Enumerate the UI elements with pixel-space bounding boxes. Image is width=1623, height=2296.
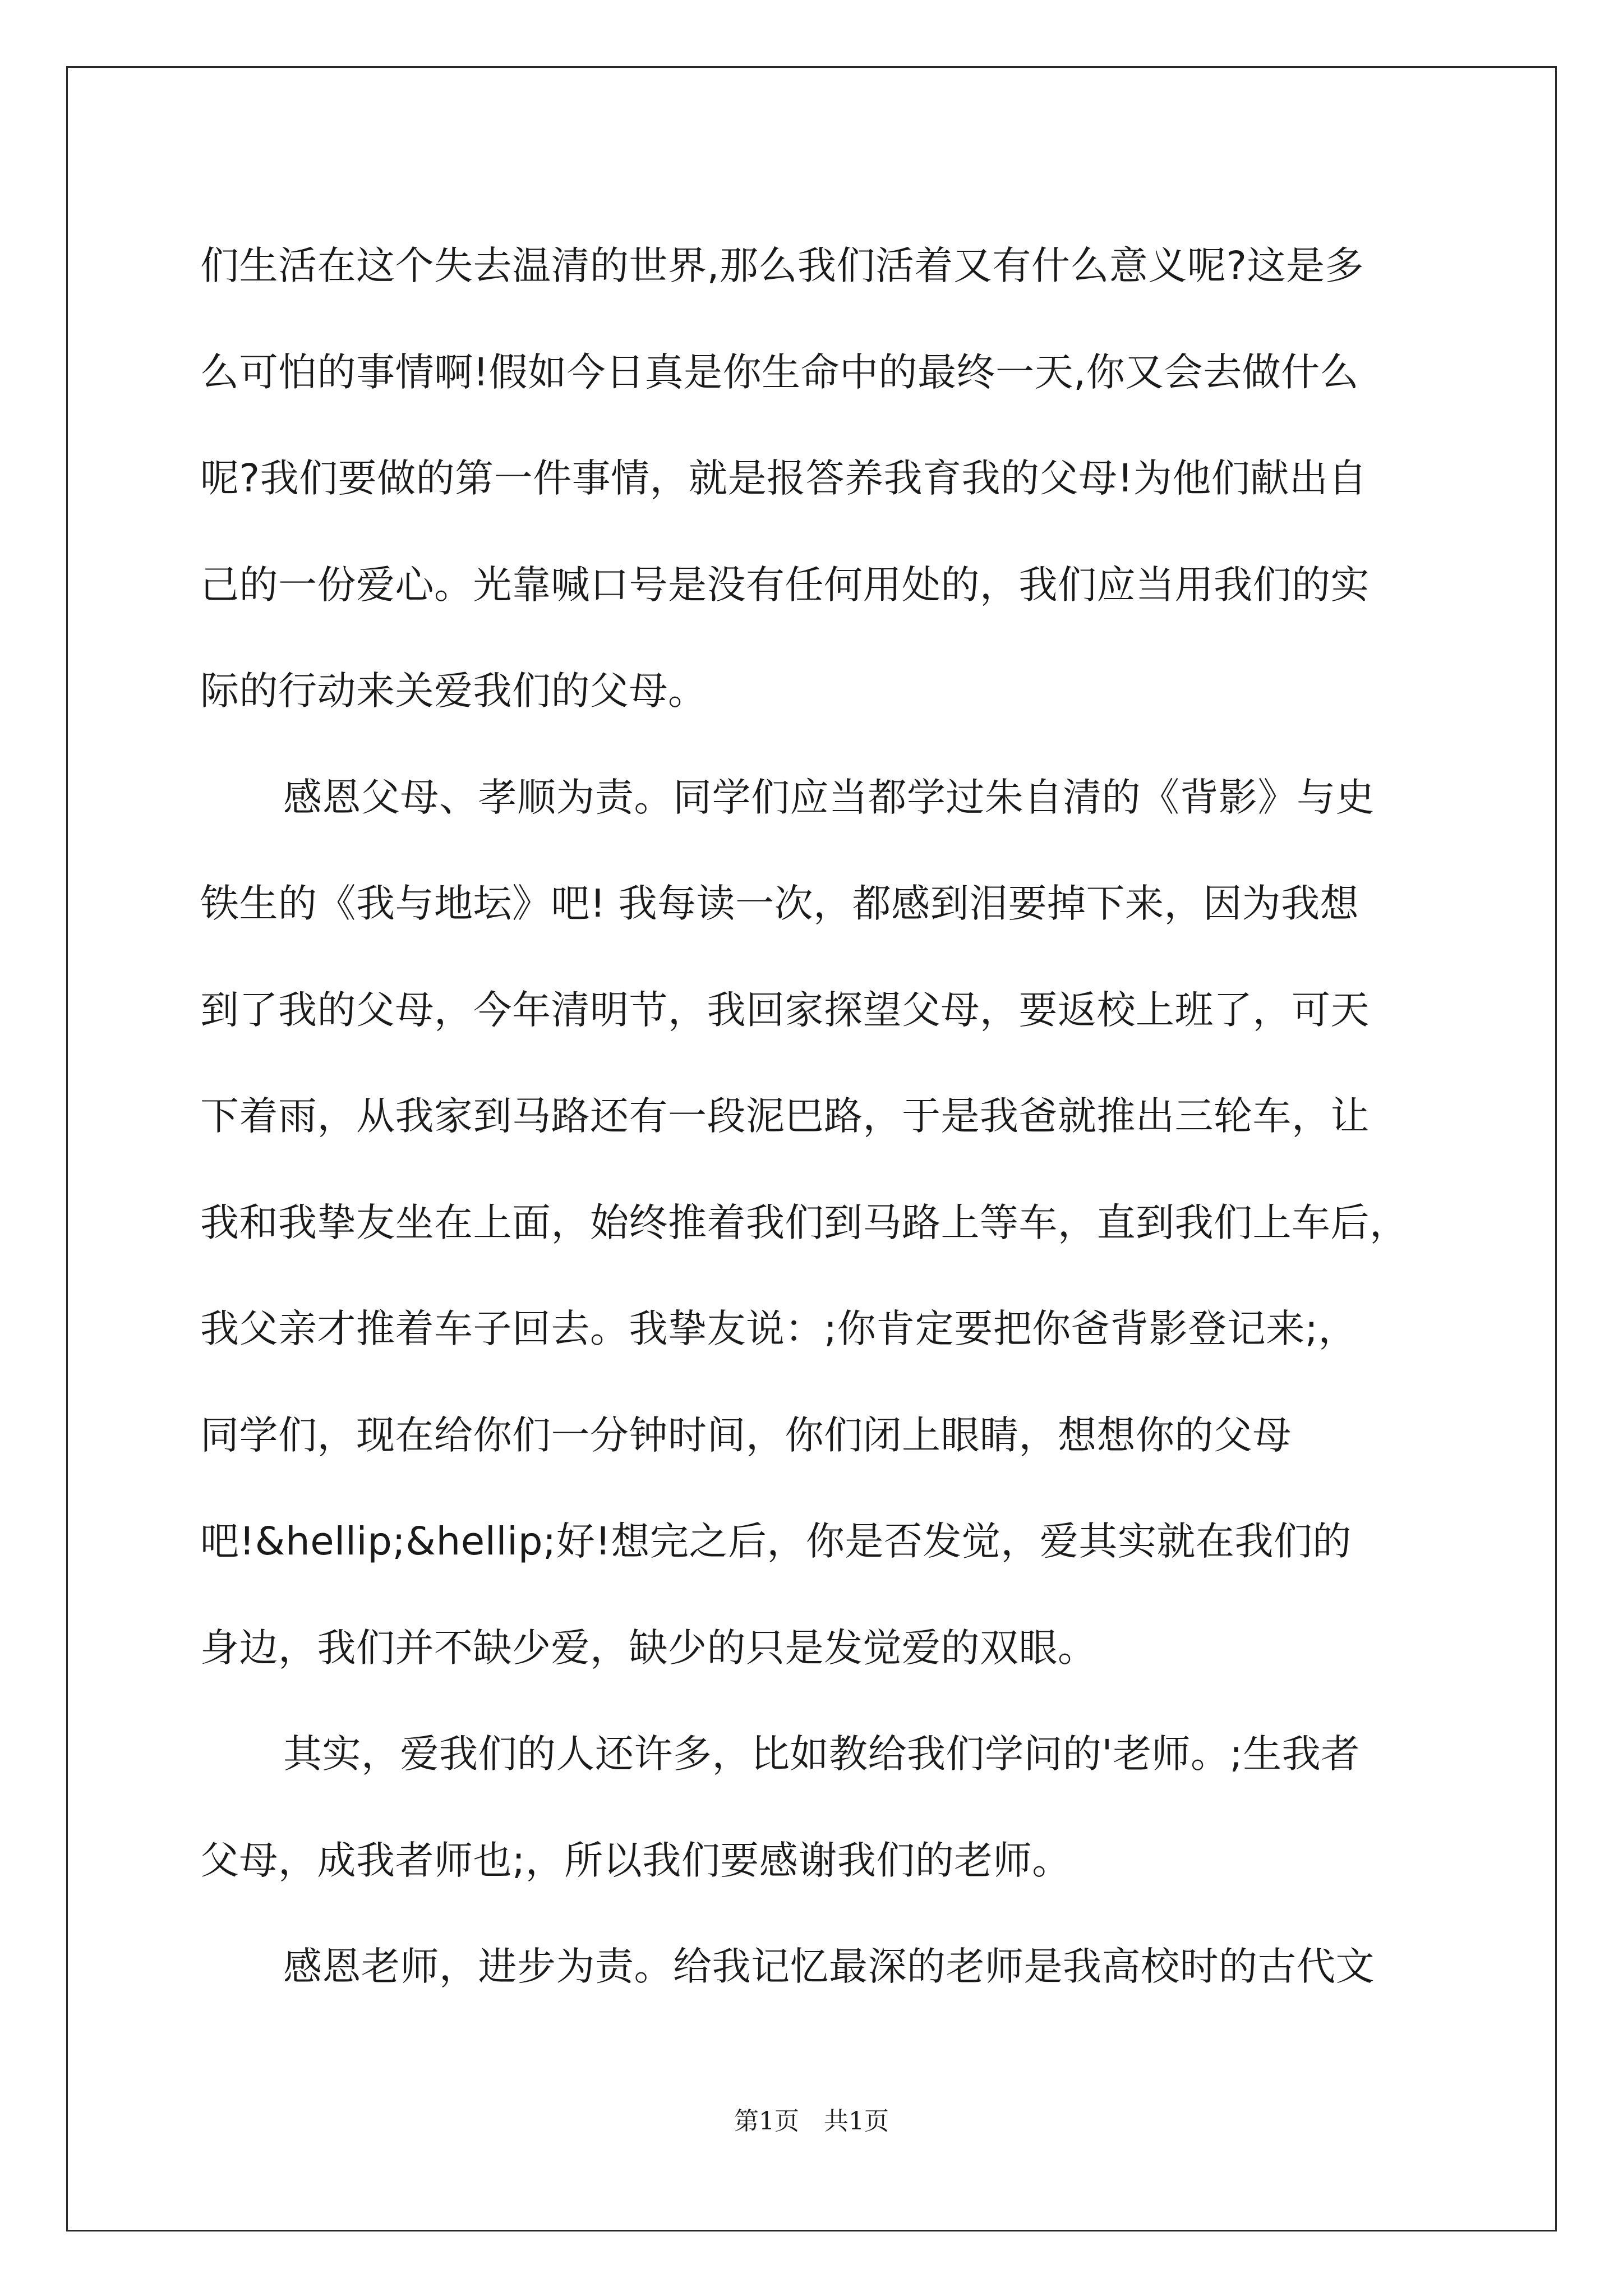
text-line: 下着雨，从我家到马路还有一段泥巴路，于是我爸就推出三轮车，让 [200, 1094, 1370, 1139]
text-line: 己的一份爱心。光靠喊口号是没有任何用处的，我们应当用我们的实 [200, 562, 1370, 608]
text-line: 呢?我们要做的第一件事情，就是报答养我育我的父母!为他们献出自 [200, 456, 1367, 501]
page-number-footer: 第1页 共1页 [734, 2107, 889, 2136]
paragraph-start-line: 其实，爱我们的人还许多，比如教给我们学问的'老师。;生我者 [283, 1732, 1360, 1777]
text-line: 们生活在这个失去温清的世界,那么我们活着又有什么意义呢?这是多 [200, 243, 1364, 288]
paragraph-start-line: 感恩父母、孝顺为责。同学们应当都学过朱自清的《背影》与史 [283, 775, 1375, 820]
text-line: 到了我的父母，今年清明节，我回家探望父母，要返校上班了，可天 [200, 987, 1370, 1033]
document-body [200, 213, 1428, 2021]
paragraph-start-line: 感恩老师，进步为责。给我记忆最深的老师是我高校时的古代文 [283, 1944, 1375, 1989]
text-line: 吧!&hellip;&hellip;好!想完之后，你是否发觉，爱其实就在我们的 [200, 1519, 1352, 1564]
text-line: 际的行动来关爱我们的父母。 [200, 669, 707, 714]
text-line: 父母，成我者师也;，所以我们要感谢我们的老师。 [200, 1838, 1071, 1883]
text-line: 我和我挚友坐在上面，始终推着我们到马路上等车，直到我们上车后， [200, 1200, 1409, 1245]
text-line: 身边，我们并不缺少爱，缺少的只是发觉爱的双眼。 [200, 1625, 1097, 1671]
text-line: 我父亲才推着车子回去。我挚友说：;你肯定要把你爸背影登记来;， [200, 1306, 1357, 1351]
text-line: 同学们，现在给你们一分钟时间，你们闭上眼睛，想想你的父母 [200, 1412, 1292, 1458]
text-line: 铁生的《我与地坛》吧! 我每读一次，都感到泪要掉下来，因为我想 [200, 881, 1359, 926]
text-line: 么可怕的事情啊!假如今日真是你生命中的最终一天,你又会去做什么 [200, 349, 1359, 395]
